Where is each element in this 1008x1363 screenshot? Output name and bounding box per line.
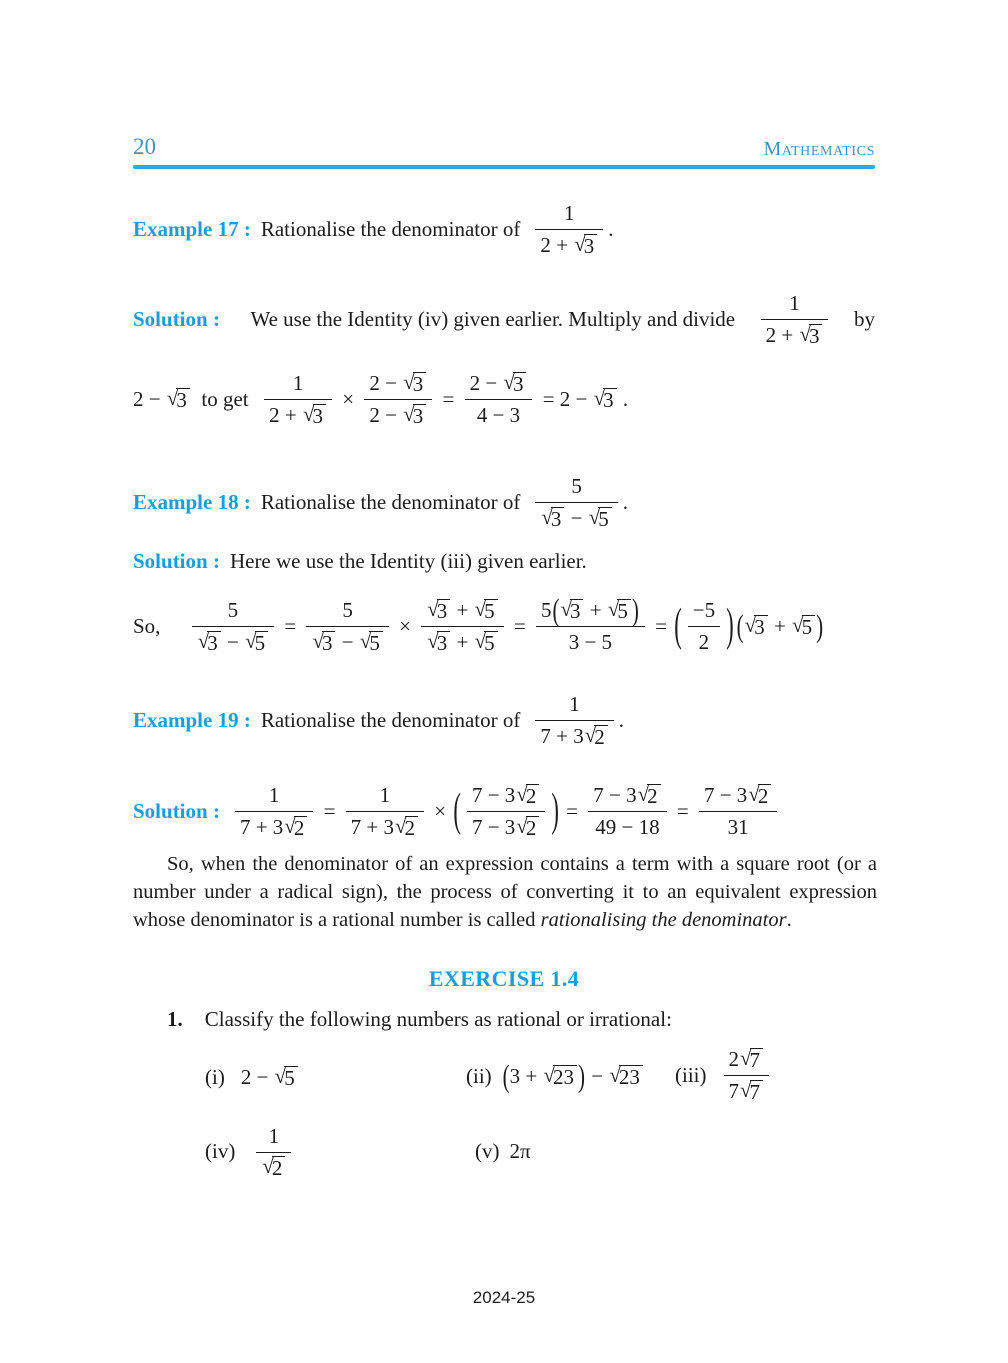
sqrt (474, 596, 498, 623)
exercise-item-i (205, 1048, 299, 1106)
paren-group (736, 607, 824, 644)
closing-italic-phrase: rationalising the denominator (540, 909, 787, 931)
fraction (761, 291, 829, 348)
exercise-item-iii (675, 1040, 774, 1110)
math-text: − (336, 629, 359, 654)
radicand: 3 (551, 507, 565, 530)
close-paren: ) (551, 783, 559, 835)
numerator (223, 598, 244, 626)
math-text: . (608, 216, 614, 241)
open-paren: ( (736, 607, 744, 644)
radicand: 5 (484, 631, 498, 654)
math-text: 1 (564, 200, 575, 225)
paren-content (559, 598, 631, 623)
radical-icon: √ (503, 369, 515, 394)
radical-icon: √ (403, 369, 415, 394)
example-18-expression (530, 474, 628, 531)
math-text: −5 (692, 597, 716, 622)
exercise-item-ii (466, 1044, 644, 1108)
radical-icon: √ (607, 596, 620, 621)
numerator (337, 598, 358, 626)
denominator (264, 400, 332, 428)
radical-icon: √ (403, 401, 415, 426)
fraction (699, 783, 777, 840)
radicand: 5 (255, 631, 269, 654)
math-text: − (221, 629, 245, 654)
numerator (699, 783, 777, 811)
sqrt (543, 1062, 578, 1089)
math-text: × (337, 386, 360, 411)
fraction (421, 598, 503, 655)
sqrt (609, 1062, 643, 1089)
radical-icon: √ (584, 722, 597, 747)
sqrt (560, 596, 583, 623)
closing-paragraph (133, 850, 877, 934)
sqrt (637, 781, 661, 808)
sqrt (584, 722, 608, 749)
paren-group (552, 591, 639, 628)
radicand: 3 (570, 599, 584, 622)
math-text: 7 (728, 1078, 739, 1103)
sqrt (166, 385, 190, 412)
sqrt (516, 781, 539, 808)
math-text: 2 − (240, 1064, 274, 1089)
fraction (536, 591, 645, 655)
radicand: 23 (553, 1065, 577, 1088)
math-text: 2 + (540, 232, 574, 257)
radicand: 2 (526, 784, 540, 807)
math-text: 1 (268, 782, 280, 807)
paren-content (510, 1064, 578, 1089)
sqrt (197, 628, 221, 655)
math-text: . (618, 707, 624, 732)
example-17-prompt: Rationalise the denominator of (260, 216, 521, 241)
math-text: 2 − (133, 386, 166, 411)
sqrt (427, 628, 450, 655)
fraction (688, 598, 720, 655)
radicand: 23 (619, 1065, 643, 1088)
denominator (761, 320, 829, 348)
radical-icon: √ (166, 385, 179, 410)
radical-icon: √ (359, 628, 372, 653)
solution-17-text-after: by (853, 306, 875, 331)
denominator (723, 812, 754, 840)
item-iii-expression (719, 1047, 775, 1104)
example-18-label: Example 18 : (133, 489, 251, 514)
math-text: . (617, 386, 629, 411)
example-18-working (133, 588, 824, 664)
denominator (364, 400, 432, 428)
math-text: 5 (540, 597, 552, 622)
close-paren: ) (578, 1057, 586, 1094)
math-text: 1 (292, 370, 304, 395)
sqrt (403, 401, 426, 428)
radical-icon: √ (740, 1045, 752, 1070)
numerator (564, 692, 585, 720)
sqrt (284, 813, 307, 840)
radicand: 3 (437, 631, 451, 654)
close-paren: ) (631, 591, 639, 628)
denominator (590, 812, 664, 840)
math-text: = (508, 613, 531, 638)
denominator (346, 812, 424, 840)
math-text: = 2 − (537, 386, 593, 411)
item-v-label: (v) (475, 1138, 500, 1163)
fraction (465, 371, 533, 428)
example-19-label: Example 19 : (133, 707, 251, 732)
open-paren: ( (674, 598, 682, 650)
numerator (364, 371, 432, 399)
radicand: 5 (284, 1066, 298, 1089)
radical-icon: √ (245, 628, 257, 653)
item-iii-label: (iii) (675, 1062, 707, 1087)
sqrt (312, 628, 335, 655)
item-ii-expression (502, 1057, 644, 1094)
running-head: Mathematics (763, 138, 875, 160)
radicand: 7 (750, 1048, 764, 1071)
radicand: 2 (594, 725, 608, 748)
exercise-item-iv (205, 1118, 296, 1184)
closing-text: So, when the denominator of an expression contains a term with a square root (or a number under a radical sign), the process of converting it to an equivalent expression whose denominator is a rational number is called (133, 853, 877, 931)
numerator (559, 201, 580, 229)
math-text: 5 (342, 597, 353, 622)
sqrt (359, 628, 383, 655)
solution-19-label: Solution : (133, 798, 220, 823)
example-18-prompt: Rationalise the denominator of (260, 489, 521, 514)
numerator (536, 591, 645, 628)
radical-icon: √ (312, 628, 324, 653)
header-rule (133, 165, 875, 169)
paren-group (673, 598, 734, 655)
fraction (535, 201, 603, 258)
math-text: = (560, 798, 584, 823)
radicand: 5 (617, 599, 631, 622)
item-iv-expression (251, 1124, 296, 1179)
radicand: 3 (413, 372, 427, 395)
radical-icon: √ (274, 1063, 287, 1088)
paren-content (462, 783, 550, 840)
math-text: So, (133, 613, 187, 638)
example-18-heading (133, 470, 628, 534)
denominator (235, 812, 313, 840)
math-text: = (649, 613, 673, 638)
radical-icon: √ (284, 813, 296, 838)
fraction (724, 1047, 770, 1104)
paren-group (452, 783, 560, 840)
example-17-heading (133, 198, 613, 260)
denominator (694, 627, 715, 655)
math-text: 7 + 3 (239, 814, 284, 839)
open-paren: ( (552, 591, 560, 628)
denominator (421, 627, 503, 655)
radical-icon: √ (262, 1153, 274, 1178)
math-text: 2 (728, 1046, 739, 1071)
numerator (467, 783, 545, 811)
math-text: + (584, 597, 607, 622)
solution-17-label: Solution : (133, 306, 220, 331)
numerator (421, 598, 503, 626)
denominator (535, 230, 603, 258)
math-text: + (451, 629, 474, 654)
denominator (535, 721, 613, 749)
numerator (784, 291, 805, 319)
numerator (688, 598, 720, 626)
open-paren: ( (453, 783, 461, 835)
radical-icon: √ (740, 1077, 752, 1102)
numerator (566, 474, 587, 502)
math-text: × (393, 613, 417, 638)
sqrt (262, 1153, 285, 1180)
numerator (264, 783, 285, 811)
denominator (467, 812, 545, 840)
radical-icon: √ (474, 628, 487, 653)
paren-content (683, 598, 725, 655)
denominator (535, 503, 617, 531)
math-text: − (565, 505, 588, 530)
math-text: 2π (509, 1138, 531, 1163)
sqrt (474, 628, 498, 655)
fraction (256, 1124, 291, 1179)
radicand: 2 (272, 1156, 286, 1179)
radical-icon: √ (792, 612, 804, 637)
radical-icon: √ (588, 504, 601, 529)
radicand: 7 (750, 1080, 764, 1103)
math-text: 7 + 3 (540, 723, 584, 748)
math-text: × (429, 798, 452, 823)
sqrt (274, 1063, 298, 1090)
solution-19-working (230, 783, 782, 840)
math-text: 4 − 3 (476, 402, 521, 427)
math-text: = (318, 798, 341, 823)
question-1 (167, 1007, 672, 1032)
radical-icon: √ (637, 781, 650, 806)
fraction (535, 692, 613, 749)
radical-icon: √ (395, 813, 407, 838)
sqrt (302, 401, 326, 428)
radicand: 3 (513, 372, 527, 395)
radicand: 3 (413, 404, 427, 427)
sqrt (792, 612, 815, 639)
radical-icon: √ (593, 385, 606, 410)
item-iv-label: (iv) (205, 1138, 236, 1163)
radical-icon: √ (427, 628, 439, 653)
math-text: 2 − (369, 370, 403, 395)
math-text: 2 − (469, 370, 503, 395)
solution-17-text: We use the Identity (iv) given earlier. Multiply and divide (250, 306, 736, 331)
fraction (306, 598, 388, 655)
sqrt (516, 813, 539, 840)
math-text: − (586, 1063, 609, 1088)
radicand: 5 (484, 599, 498, 622)
radical-icon: √ (427, 596, 439, 621)
sqrt (607, 596, 631, 623)
solution-17-expression (756, 291, 834, 348)
radical-icon: √ (560, 596, 572, 621)
math-text: 1 (569, 691, 580, 716)
radicand: 2 (526, 816, 540, 839)
example-17-label: Example 17 : (133, 216, 251, 241)
radical-icon: √ (744, 612, 757, 637)
denominator (256, 1153, 291, 1179)
math-text: 2 − (369, 402, 403, 427)
fraction (235, 783, 313, 840)
radicand: 3 (313, 404, 327, 427)
math-text: = (437, 386, 460, 411)
radicand: 5 (369, 631, 383, 654)
open-paren: ( (502, 1057, 510, 1094)
radical-icon: √ (609, 1062, 621, 1087)
math-text: 2 + (269, 402, 302, 427)
fraction (192, 598, 274, 655)
item-i-label: (i) (205, 1064, 225, 1089)
radicand: 3 (754, 615, 768, 638)
sqrt (748, 781, 771, 808)
sqrt (744, 612, 768, 639)
item-ii-label: (ii) (466, 1063, 492, 1088)
example-17-expression (530, 201, 613, 258)
radicand: 5 (802, 615, 816, 638)
radical-icon: √ (543, 1062, 556, 1087)
page-number: 20 (133, 134, 156, 159)
example-19-heading (133, 688, 624, 752)
paren-content (744, 614, 816, 639)
denominator (192, 627, 274, 655)
radical-icon: √ (474, 596, 487, 621)
sqrt (403, 369, 426, 396)
item-v-expression (510, 1139, 531, 1164)
sqrt (503, 369, 526, 396)
math-text: 3 − 5 (568, 629, 613, 654)
radicand: 3 (207, 631, 221, 654)
sqrt (588, 504, 612, 531)
math-text: 7 − 3 (593, 782, 637, 807)
sqrt (574, 231, 597, 258)
paren-group (502, 1057, 586, 1094)
radicand: 3 (322, 631, 336, 654)
sqrt (740, 1045, 763, 1072)
math-text: 3 + (509, 1063, 543, 1088)
example-17-solution-line (133, 288, 875, 350)
denominator (306, 627, 388, 655)
radical-icon: √ (799, 321, 811, 346)
exercise-title: EXERCISE 1.4 (428, 966, 580, 991)
denominator (724, 1076, 770, 1104)
math-text: + (451, 597, 474, 622)
sqrt (740, 1077, 763, 1104)
radical-icon: √ (516, 813, 528, 838)
radicand: 3 (584, 234, 598, 257)
radicand: 3 (176, 388, 190, 411)
example-17-working (133, 366, 628, 432)
sqrt (245, 628, 268, 655)
close-paren: ) (816, 607, 824, 644)
numerator (588, 783, 666, 811)
radical-icon: √ (574, 231, 586, 256)
math-text: 7 − 3 (471, 814, 516, 839)
numerator (264, 1124, 285, 1152)
math-text: to get (190, 386, 260, 411)
numerator (288, 371, 309, 399)
math-text: = (279, 613, 302, 638)
math-text: . (622, 489, 629, 514)
math-text: 2 + (765, 322, 799, 347)
numerator (375, 783, 396, 811)
radical-icon: √ (302, 401, 315, 426)
math-text: 1 (789, 290, 800, 315)
fraction (535, 474, 617, 531)
fraction (364, 371, 432, 428)
radical-icon: √ (516, 781, 528, 806)
solution-18-label: Solution : (133, 548, 220, 573)
sqrt (395, 813, 418, 840)
sqrt (427, 596, 450, 623)
question-1-text: Classify the following numbers as rational or irrational: (204, 1007, 672, 1031)
denominator (472, 400, 525, 428)
radicand: 2 (758, 784, 772, 807)
radicand: 2 (647, 784, 661, 807)
solution-18-text: Here we use the Identity (iii) given earlier. (229, 548, 587, 573)
math-text: 7 + 3 (350, 814, 395, 839)
example-19-prompt: Rationalise the denominator of (260, 707, 521, 732)
closing-period: . (786, 909, 792, 931)
math-text: 1 (379, 782, 391, 807)
radicand: 5 (598, 507, 612, 530)
sqrt (541, 504, 564, 531)
radicand: 3 (603, 388, 617, 411)
math-text: 5 (571, 473, 582, 498)
math-text: = (671, 798, 694, 823)
radical-icon: √ (748, 781, 760, 806)
fraction (467, 783, 545, 840)
close-paren: ) (726, 598, 734, 650)
sqrt (799, 321, 822, 348)
math-text: 2 (698, 629, 710, 654)
question-1-number: 1. (167, 1007, 183, 1031)
math-text: 7 − 3 (703, 782, 748, 807)
fraction (346, 783, 424, 840)
page-footer: 2024-25 (472, 1288, 536, 1307)
radicand: 3 (809, 324, 823, 347)
denominator (564, 627, 617, 655)
fraction (588, 783, 666, 840)
math-text: 5 (227, 597, 239, 622)
math-text: + (768, 613, 792, 638)
math-text: 49 − 18 (595, 814, 660, 839)
example-18-solution-line (133, 546, 587, 576)
item-i-expression (241, 1065, 299, 1090)
radicand: 2 (294, 816, 308, 839)
example-19-expression (530, 692, 624, 749)
radical-icon: √ (197, 628, 210, 653)
radicand: 3 (437, 599, 451, 622)
fraction (264, 371, 332, 428)
math-text: 7 − 3 (471, 782, 516, 807)
numerator (465, 371, 533, 399)
math-text: 31 (727, 814, 749, 839)
example-19-solution-line (133, 776, 782, 846)
sqrt (593, 385, 617, 412)
radicand: 2 (405, 816, 419, 839)
exercise-item-v (475, 1122, 531, 1180)
radical-icon: √ (541, 504, 553, 529)
math-text: 1 (268, 1123, 280, 1148)
numerator (724, 1047, 770, 1075)
